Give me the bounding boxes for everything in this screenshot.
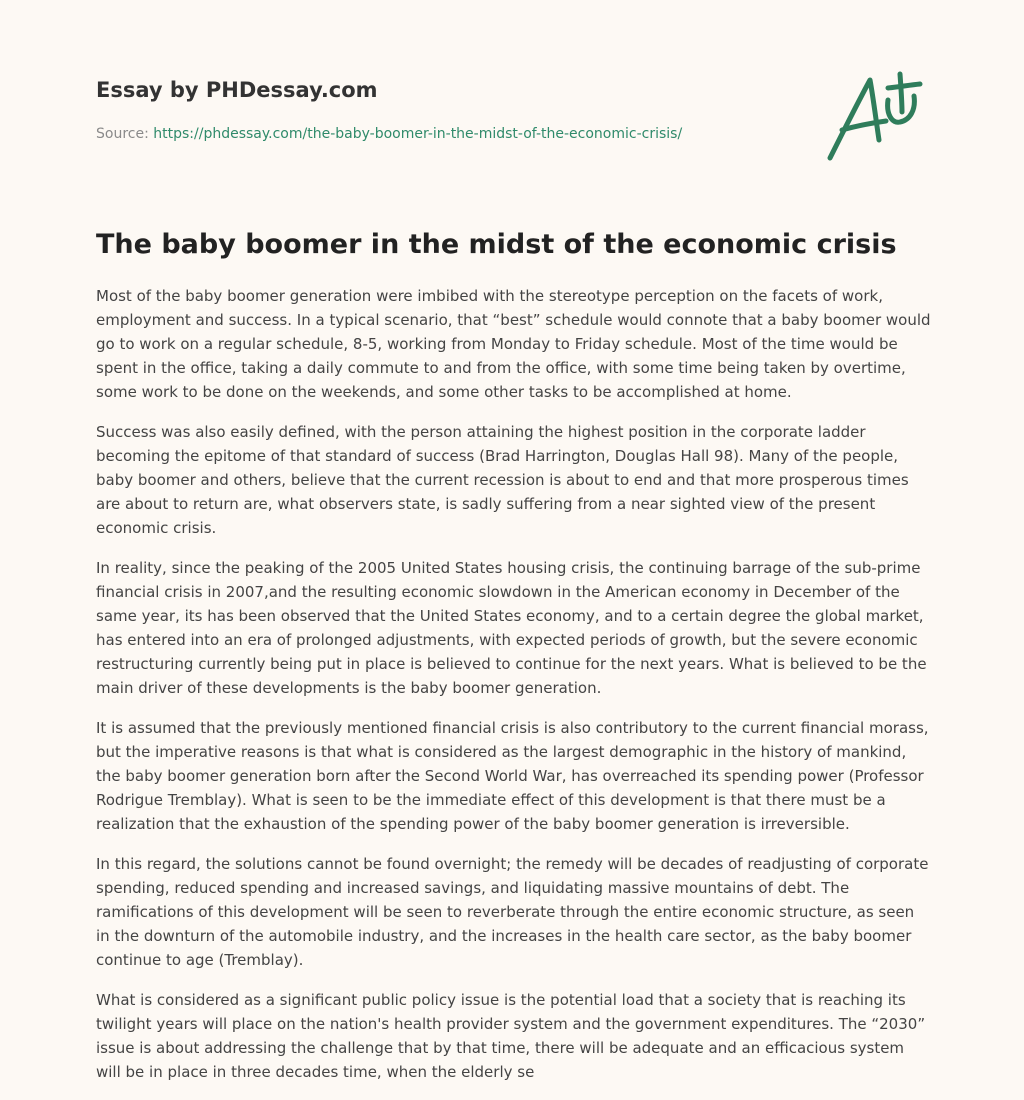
essay-header	[96, 76, 796, 144]
paragraph: Most of the baby boomer generation were imbibed with the stereotype perception on the facets of work, employment and success. In a typical scenario, that “best” schedule would connote that a baby boomer would go to work on a regular schedule, 8-5, working from Monday to Friday schedule. Most of the time would be spent in the office, taking a daily commute to and from the office, with some time being taken by overtime, some work to be done on the weekends, and some other tasks to be accomplished at home.	[96, 287, 931, 401]
source-label: Source:	[96, 126, 154, 142]
article-title: The baby boomer in the midst of the economic crisis	[96, 229, 897, 260]
paragraph: Success was also easily defined, with the person attaining the highest position in the corporate ladder becoming the epitome of that standard of success (Brad Harrington, Douglas Hall 98). Many of the people, baby boomer and others, believe that the current recession is about to end and that more prosperous times are about to return are, what observers state, is sadly suffering from a near sighted view of the present economic crisis.	[96, 423, 909, 537]
paragraph: In reality, since the peaking of the 2005 United States housing crisis, the continuing barrage of the sub-prime financial crisis in 2007,and the resulting economic slowdown in the American economy in December of the same year, its has been observed that the United States economy, and to a certain degree the global market, has entered into an era of prolonged adjustments, with expected periods of growth, but the severe economic restructuring currently being put in place is believed to continue for the next years. What is believed to be the main driver of these developments is the baby boomer generation.	[96, 559, 927, 697]
site-title: Essay by PHDessay.com	[96, 78, 378, 102]
paragraph: What is considered as a significant public policy issue is the potential load that a society that is reaching its twilight years will place on the nation's health provider system and the government expenditures. The “2030” issue is about addressing the challenge that by that time, there will be adequate and an efficacious system will be in place in three decades time, when the elderly se	[96, 991, 926, 1081]
a-plus-logo-icon	[822, 68, 926, 164]
paragraph: In this regard, the solutions cannot be found overnight; the remedy will be decades of readjusting of corporate spending, reduced spending and increased savings, and liquidating massive mountains of debt. The ramifications of this development will be seen to reverberate through the entire economic structure, as seen in the downturn of the automobile industry, and the increases in the health care sector, as the baby boomer continue to age (Tremblay).	[96, 855, 929, 969]
source-link[interactable]: https://phdessay.com/the-baby-boomer-in-the-midst-of-the-economic-crisis/	[153, 126, 683, 142]
paragraph: It is assumed that the previously mentioned financial crisis is also contributory to the current financial morass, but the imperative reasons is that what is considered as the largest demographic in the history of mankind, the baby boomer generation born after the Second World War, has overreached its spending power (Professor Rodrigue Tremblay). What is seen to be the immediate effect of this development is that there must be a realization that the exhaustion of the spending power of the baby boomer generation is irreversible.	[96, 719, 929, 833]
source-line	[96, 124, 796, 144]
article-body	[96, 284, 932, 1100]
